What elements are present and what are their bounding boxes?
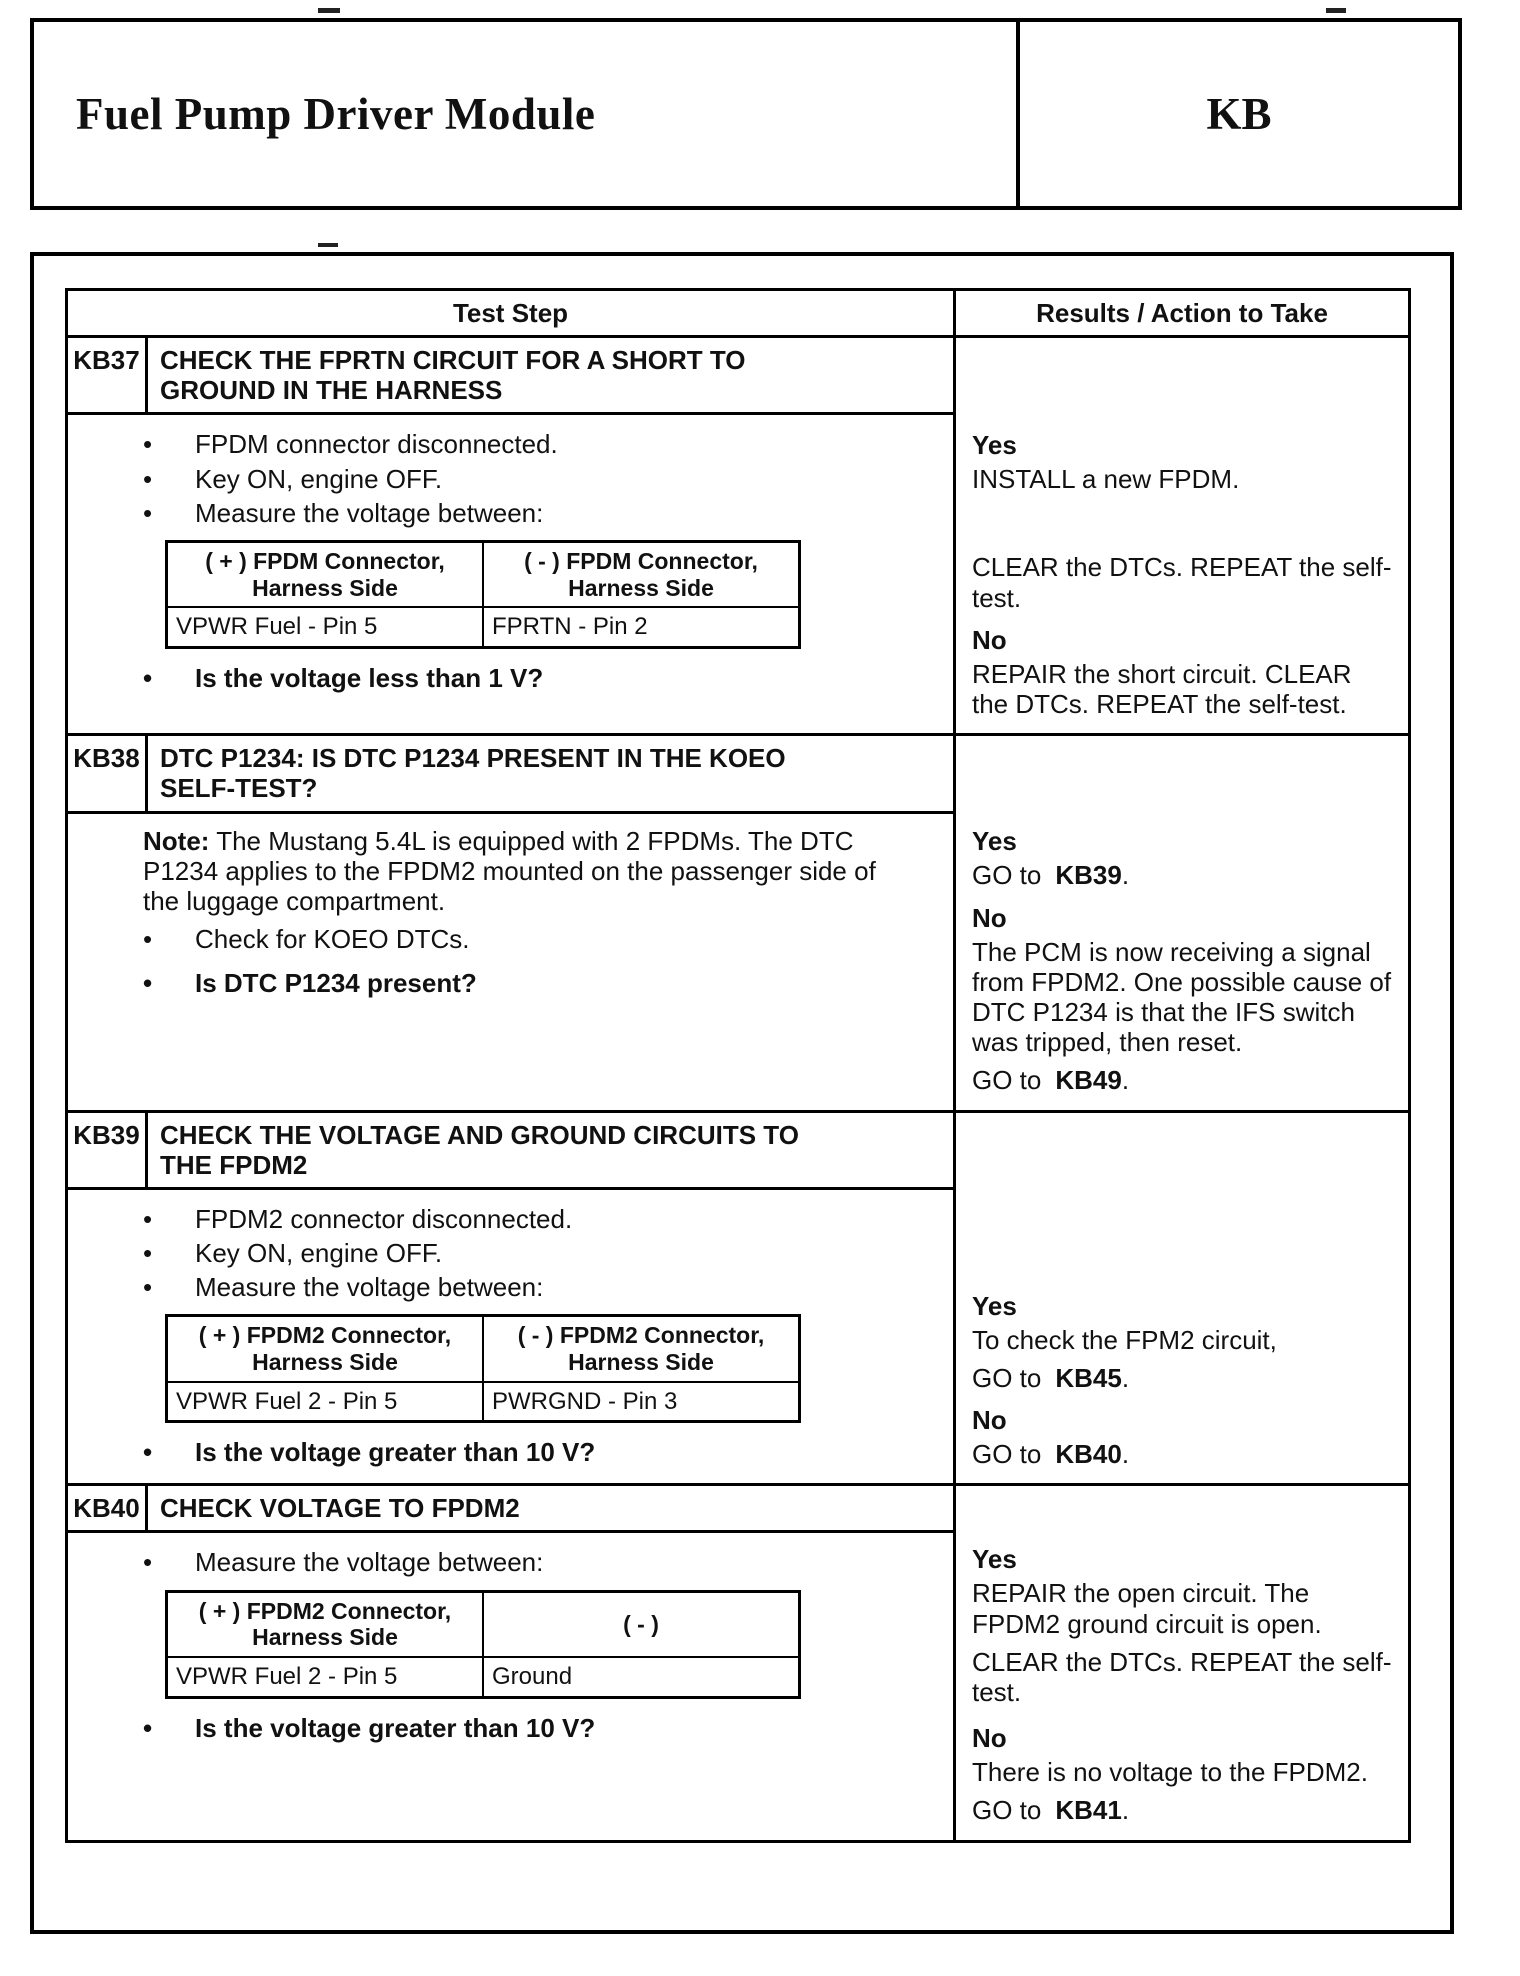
bullet-icon: [143, 924, 195, 954]
go-suffix: .: [1121, 1439, 1130, 1470]
result-go-line: [972, 860, 1394, 890]
result-action: CLEAR the DTCs. REPEAT the self-test.: [972, 1646, 1392, 1707]
go-target-step: KB40: [1055, 1439, 1122, 1470]
result-yes-label: Yes: [972, 1290, 1017, 1321]
column-header-results: Results / Action to Take: [1036, 298, 1328, 328]
result-no-label: No: [972, 1404, 1007, 1435]
pin-table-value-row: [168, 608, 798, 646]
result-yes-label: Yes: [972, 1544, 1017, 1575]
pin-header-line: Harness Side: [252, 574, 398, 601]
result-action: The PCM is now receiving a signal from FPDM2. One possible cause of DTC P1234 is that the IFS switch was tripped, then reset.: [972, 936, 1392, 1058]
result-go-line: [972, 1795, 1394, 1825]
list-item: [143, 429, 943, 459]
pin-table-pos-header: [168, 1317, 484, 1380]
step-id: KB38: [68, 736, 148, 810]
go-target-step: KB49: [1055, 1065, 1122, 1096]
question-text: Is DTC P1234 present?: [195, 968, 477, 999]
step-title: CHECK THE FPRTN CIRCUIT FOR A SHORT TO GROUND IN THE HARNESS: [160, 345, 746, 406]
list-item: [143, 464, 943, 494]
step-title: CHECK VOLTAGE TO FPDM2: [160, 1493, 520, 1524]
pin-pos-value: VPWR Fuel 2 - Pin 5: [168, 1383, 484, 1421]
bullet-icon: [143, 1272, 195, 1302]
pin-table-header-row: [168, 543, 798, 608]
result-no-label: No: [972, 902, 1007, 933]
bullet-text: Measure the voltage between:: [195, 497, 544, 528]
question-text: Is the voltage less than 1 V?: [195, 663, 544, 694]
scan-artifact: [318, 243, 338, 247]
result-go-line: [972, 1363, 1394, 1393]
step-title-row: [68, 1486, 953, 1533]
question-text: Is the voltage greater than 10 V?: [195, 1437, 596, 1468]
pin-table-neg-header: [484, 1593, 798, 1656]
pin-neg-value: Ground: [492, 1662, 573, 1690]
step-body: [68, 415, 953, 707]
go-suffix: .: [1121, 860, 1130, 891]
result-no-label: No: [972, 624, 1007, 655]
list-item: [143, 924, 943, 954]
pin-header-line: ( - ) FPDM Connector,: [524, 547, 758, 574]
result-yes-label: Yes: [972, 826, 1017, 857]
question-text: Is the voltage greater than 10 V?: [195, 1712, 596, 1743]
list-item: [143, 1238, 943, 1268]
pin-pos-value: VPWR Fuel 2 - Pin 5: [168, 1658, 484, 1696]
step-column: [68, 1486, 956, 1839]
step-title-row: [68, 1113, 953, 1190]
bullet-icon: [143, 1437, 195, 1467]
pinpoint-test-code: KB: [1206, 88, 1272, 139]
step-body: [68, 814, 953, 1013]
result-action: To check the FPM2 circuit,: [972, 1324, 1277, 1355]
list-item: [143, 1272, 943, 1302]
pinpoint-test-table: [65, 288, 1411, 1843]
result-action: REPAIR the open circuit. The FPDM2 ground circuit is open.: [972, 1578, 1322, 1639]
pin-table-neg-header: [484, 1317, 798, 1380]
results-column: [956, 736, 1408, 1109]
go-target-step: KB39: [1055, 860, 1122, 891]
pin-table-neg-header: [484, 543, 798, 606]
step-title-row: [68, 338, 953, 415]
page-header-title-cell: [34, 22, 1020, 206]
result-action: INSTALL a new FPDM.: [972, 464, 1240, 495]
result-go-line: [972, 1065, 1394, 1095]
step-question: [143, 1713, 943, 1743]
pin-table-value-row: [168, 1658, 798, 1696]
pin-table-header-row: [168, 1317, 798, 1382]
go-suffix: .: [1121, 1065, 1130, 1096]
test-step-section-kb38: [68, 736, 1408, 1112]
step-title: CHECK THE VOLTAGE AND GROUND CIRCUITS TO THE FPDM2: [160, 1119, 799, 1180]
bullet-icon: [143, 1204, 195, 1234]
bullet-text: FPDM connector disconnected.: [195, 429, 558, 460]
pin-header-line: ( - ): [623, 1610, 659, 1637]
connector-pin-table: [165, 1314, 801, 1423]
pin-table-header-row: [168, 1593, 798, 1658]
go-target-step: KB45: [1055, 1362, 1122, 1393]
go-suffix: .: [1121, 1362, 1130, 1393]
pin-header-line: Harness Side: [568, 1348, 714, 1375]
step-id: KB40: [68, 1486, 148, 1530]
step-id: KB39: [68, 1113, 148, 1187]
pin-table-pos-header: [168, 1593, 484, 1656]
pin-header-line: ( + ) FPDM2 Connector,: [198, 1322, 452, 1349]
result-no-label: No: [972, 1723, 1007, 1754]
bullet-text: Measure the voltage between:: [195, 1272, 544, 1303]
step-column: [68, 338, 956, 733]
step-note: [143, 826, 943, 916]
list-item: [143, 498, 943, 528]
bullet-text: FPDM2 connector disconnected.: [195, 1203, 573, 1234]
page-header: [30, 18, 1462, 210]
pin-header-line: Harness Side: [252, 1624, 398, 1651]
note-label: Note:: [143, 825, 210, 856]
pin-header-line: Harness Side: [252, 1348, 398, 1375]
bullet-text: Key ON, engine OFF.: [195, 463, 443, 494]
bullet-text: Key ON, engine OFF.: [195, 1237, 443, 1268]
test-step-section-kb39: [68, 1113, 1408, 1487]
pin-header-line: ( - ) FPDM2 Connector,: [517, 1322, 765, 1349]
pin-header-line: ( + ) FPDM2 Connector,: [198, 1597, 452, 1624]
scan-artifact: [318, 8, 340, 13]
go-suffix: .: [1121, 1795, 1130, 1826]
test-step-section-kb37: [68, 338, 1408, 736]
bullet-icon: [143, 1547, 195, 1577]
bullet-text: Check for KOEO DTCs.: [195, 924, 470, 955]
step-column: [68, 1113, 956, 1484]
go-target-step: KB41: [1055, 1795, 1122, 1826]
connector-pin-table: [165, 540, 801, 649]
pin-neg-value: PWRGND - Pin 3: [492, 1387, 678, 1415]
list-item: [143, 1204, 943, 1234]
page-header-code-cell: [1020, 22, 1458, 206]
go-prefix: GO to: [972, 1795, 1042, 1826]
results-column: [956, 338, 1408, 733]
pin-header-line: ( + ) FPDM Connector,: [205, 547, 445, 574]
step-question: [143, 968, 943, 998]
bullet-icon: [143, 1238, 195, 1268]
document-title: Fuel Pump Driver Module: [76, 88, 596, 139]
go-prefix: GO to: [972, 1065, 1042, 1096]
bullet-icon: [143, 429, 195, 459]
bullet-icon: [143, 464, 195, 494]
step-body: [68, 1533, 953, 1756]
connector-pin-table: [165, 1590, 801, 1699]
result-action: REPAIR the short circuit. CLEAR the DTCs. REPEAT the self-test.: [972, 658, 1352, 720]
step-question: [143, 1437, 943, 1467]
step-title-row: [68, 736, 953, 813]
pin-table-value-row: [168, 1383, 798, 1421]
bullet-icon: [143, 498, 195, 528]
bullet-text: Measure the voltage between:: [195, 1547, 544, 1578]
step-body: [68, 1190, 953, 1482]
table-header-row: [68, 291, 1408, 338]
scan-artifact: [1326, 8, 1346, 13]
bullet-icon: [143, 1713, 195, 1743]
bullet-icon: [143, 663, 195, 693]
pin-table-pos-header: [168, 543, 484, 606]
results-column: [956, 1486, 1408, 1839]
result-go-line: [972, 1439, 1394, 1469]
step-title: DTC P1234: IS DTC P1234 PRESENT IN THE KOEO SELF-TEST?: [160, 743, 786, 804]
result-action: CLEAR the DTCs. REPEAT the self-test.: [972, 552, 1392, 613]
content-frame: [30, 252, 1454, 1934]
go-prefix: GO to: [972, 1439, 1042, 1470]
pin-header-line: Harness Side: [568, 574, 714, 601]
note-text: The Mustang 5.4L is equipped with 2 FPDMs. The DTC P1234 applies to the FPDM2 mounted on the passenger side of the luggage compartment.: [143, 825, 876, 916]
pin-neg-value: FPRTN - Pin 2: [492, 613, 648, 641]
test-step-section-kb40: [68, 1486, 1408, 1839]
step-column: [68, 736, 956, 1109]
column-header-test-step: Test Step: [68, 291, 956, 335]
go-prefix: GO to: [972, 1362, 1042, 1393]
step-question: [143, 663, 943, 693]
list-item: [143, 1547, 943, 1577]
result-action: There is no voltage to the FPDM2.: [972, 1757, 1368, 1788]
bullet-icon: [143, 968, 195, 998]
step-id: KB37: [68, 338, 148, 412]
results-column: [956, 1113, 1408, 1484]
pin-pos-value: VPWR Fuel - Pin 5: [168, 608, 484, 646]
result-yes-label: Yes: [972, 430, 1017, 461]
go-prefix: GO to: [972, 860, 1042, 891]
